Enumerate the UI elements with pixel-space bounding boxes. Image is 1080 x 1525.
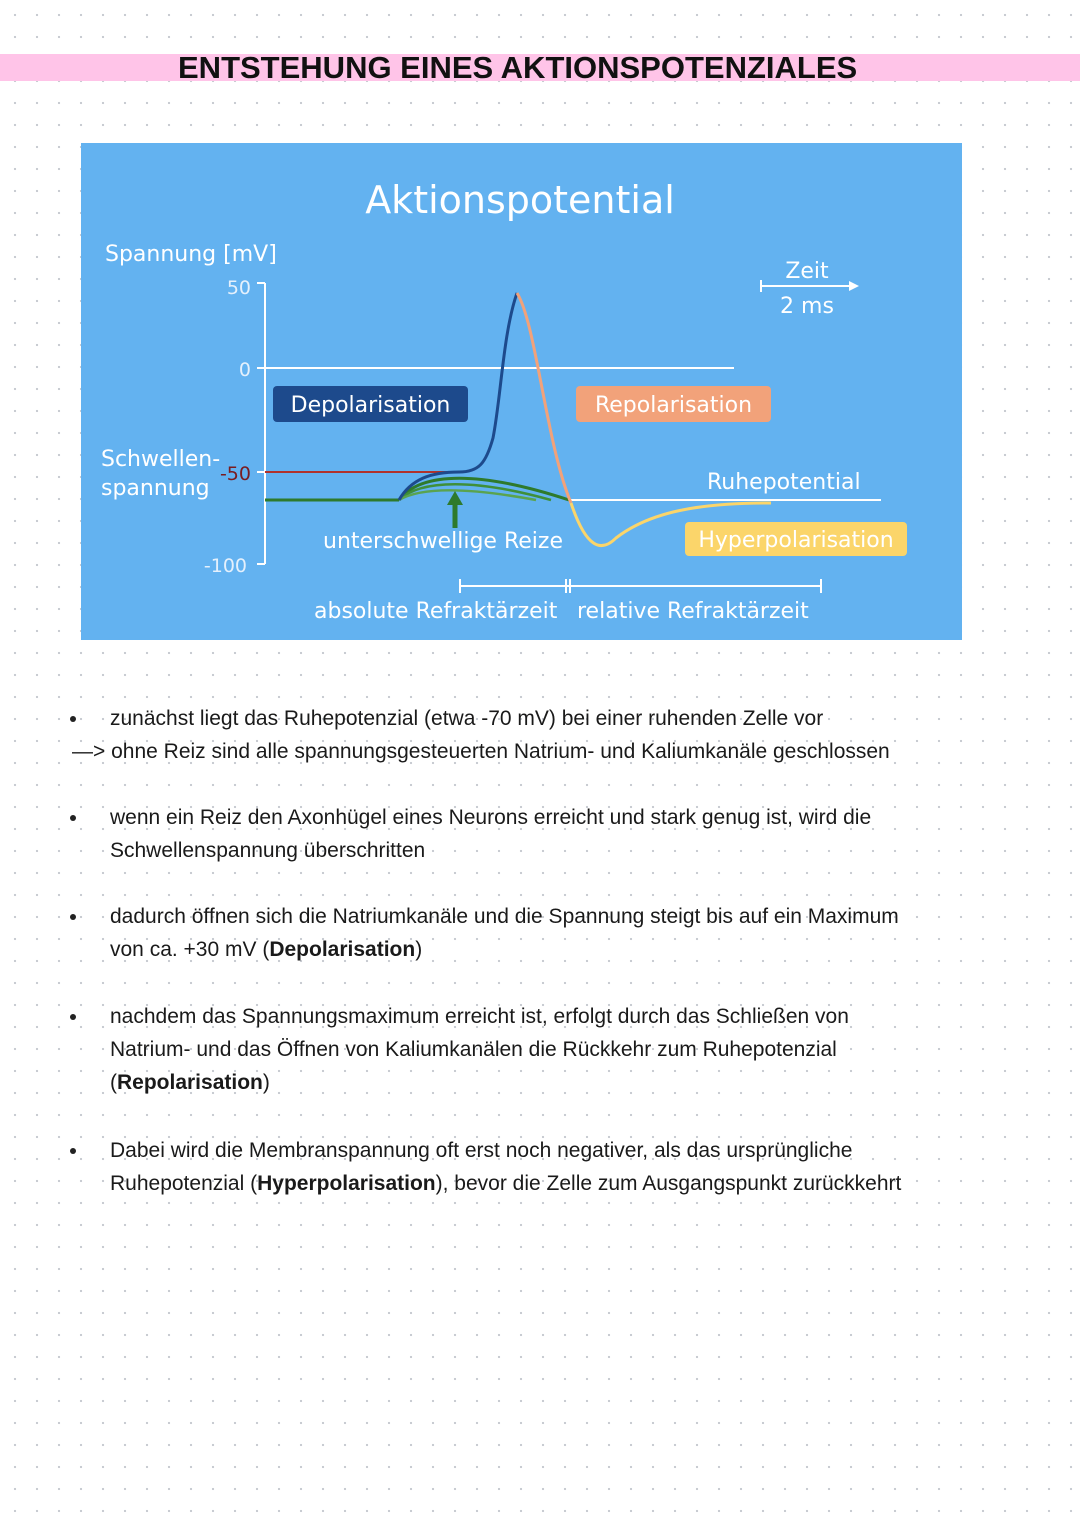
note-2 [110,801,990,867]
threshold-label-line2: spannung [101,476,210,501]
ruhepotential-label: Ruhepotential [707,470,861,495]
bullet-2 [70,815,76,821]
bullet-1 [70,716,76,722]
time-scale-value: 2 ms [780,294,834,319]
note-5-line-1: Dabei wird die Membranspannung oft erst noch negativer, als das ursprüngliche [110,1139,853,1162]
note-5-line-2 [110,1167,990,1200]
page-title: ENTSTEHUNG EINES AKTIONSPOTENZIALES [178,50,858,85]
figure-title: Aktionspotential [365,178,675,222]
note-1-sub: —> ohne Reiz sind alle spannungsgesteuerten Natrium- und Kaliumkanäle geschlossen [72,740,890,763]
note-5-post: ), bevor die Zelle zum Ausgangspunkt zurückkehrt [435,1172,902,1195]
note-5 [110,1134,990,1200]
note-4-line-1: nachdem das Spannungsmaximum erreicht ist, erfolgt durch das Schließen von [110,1005,849,1028]
note-4-line-3 [110,1066,990,1099]
note-2-line-1: wenn ein Reiz den Axonhügel eines Neurons erreicht und stark genug ist, wird die [110,806,872,829]
depolarisation-badge-text: Depolarisation [290,393,451,418]
note-3-line-2 [110,933,990,966]
tick-label-minus50: -50 [219,463,251,485]
note-4-pre: ( [110,1071,117,1094]
bullet-3 [70,914,76,920]
note-1-text: zunächst liegt das Ruhepotenzial (etwa -70 mV) bei einer ruhenden Zelle vor [110,707,824,730]
absolute-refractory-label: absolute Refraktärzeit [314,599,558,624]
relative-refractory-label: relative Refraktärzeit [577,599,809,624]
tick-label-0: 0 [238,359,251,381]
note-3-pre: von ca. +30 mV ( [110,938,270,961]
note-2-line-2: Schwellenspannung überschritten [110,839,426,862]
note-5-pre: Ruhepotenzial ( [110,1172,258,1195]
tick-label-minus100: -100 [203,555,247,577]
tick-label-50: 50 [226,277,251,299]
bullet-4 [70,1014,76,1020]
note-3-bold: Depolarisation [269,938,416,961]
y-axis-label: Spannung [mV] [105,242,277,267]
repolarisation-badge-text: Repolarisation [594,393,753,418]
bullet-5 [70,1148,76,1154]
hyperpolarisation-badge-text: Hyperpolarisation [698,528,894,553]
note-4-line-2: Natrium- und das Öffnen von Kaliumkanälen die Rückkehr zum Ruhepotenzial [110,1038,837,1061]
note-3 [110,900,990,966]
note-5-bold: Hyperpolarisation [257,1172,436,1195]
note-3-post: ) [415,938,423,961]
note-4-bold: Repolarisation [117,1071,263,1094]
time-label: Zeit [785,259,829,284]
note-3-line-1: dadurch öffnen sich die Natriumkanäle und die Spannung steigt bis auf ein Maximum [110,905,899,928]
threshold-label-line1: Schwellen- [101,447,221,472]
subthreshold-label: unterschwellige Reize [323,529,563,554]
note-4-post: ) [262,1071,270,1094]
note-4 [110,1000,990,1099]
